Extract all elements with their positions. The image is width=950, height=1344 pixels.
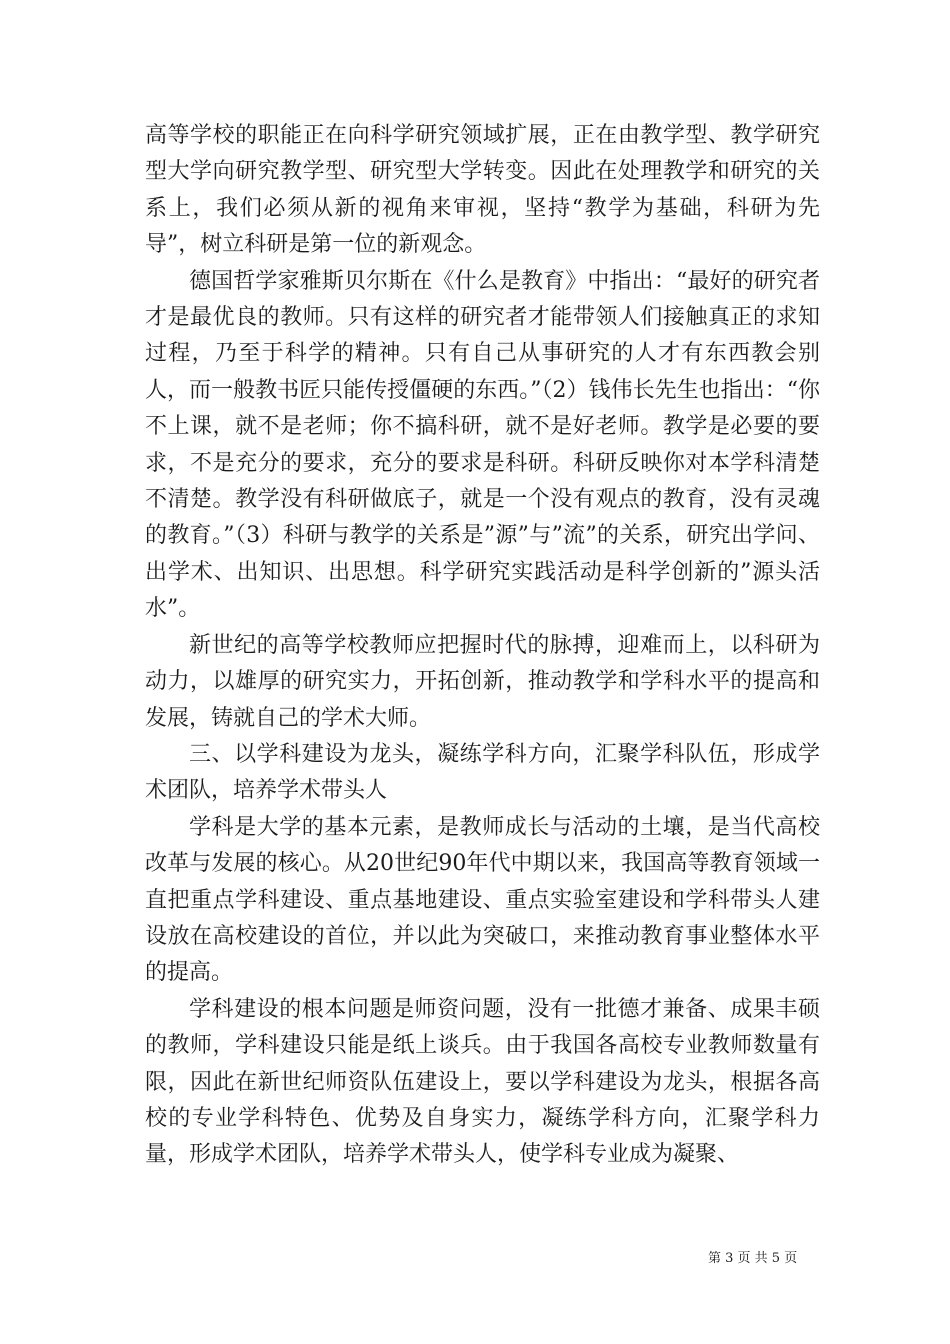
paragraph-jaspers-quote: 德国哲学家雅斯贝尔斯在《什么是教育》中指出：“最好的研究者才是最优良的教师。只有这样的研究者才能带领人们接触真正的求知过程，乃至于科学的精神。只有自己从事研究的人才有东西教会别人，而一般教书匠只能传授僵硬的东西。”（2）钱伟长先生也指出：“你不上课，就不是老师；你不搞科研，就不是好老师。教学是必要的要求，不是充分的要求，充分的要求是科研。科研反映你对本学科清楚不清楚。教学没有科研做底子，就是一个没有观点的教育，没有灵魂的教育。”（3）科研与教学的关系是”源”与”流”的关系，研究出学问、出学术、出知识、出思想。科学研究实践活动是科学创新的”源头活水”。 [145,268,820,622]
section-heading-three: 三、以学科建设为龙头，凝练学科方向，汇聚学科队伍，形成学术团队，培养学术带头人 [145,741,820,804]
paragraph-discipline-basics: 学科是大学的基本元素，是教师成长与活动的土壤，是当代高校改革与发展的核心。从20世纪90年代中期以来，我国高等教育领域一直把重点学科建设、重点基地建设、重点实验室建设和学科带头人建设放在高校建设的首位，并以此为突破口，来推动教育事业整体水平的提高。 [145,814,820,986]
paragraph-discipline-faculty: 学科建设的根本问题是师资问题，没有一批德才兼备、成果丰硕的教师，学科建设只能是纸上谈兵。由于我国各高校专业教师数量有限，因此在新世纪师资队伍建设上，要以学科建设为龙头，根据各高校的专业学科特色、优势及自身实力，凝练学科方向，汇聚学科力量，形成学术团队，培养学术带头人，使学科专业成为凝聚、 [145,996,820,1168]
page-number-footer: 第 3 页 共 5 页 [708,1251,798,1266]
paragraph-new-century-teachers: 新世纪的高等学校教师应把握时代的脉搏，迎难而上，以科研为动力，以雄厚的研究实力，开拓创新，推动教学和学科水平的提高和发展，铸就自己的学术大师。 [145,632,820,731]
paragraph-continuation: 高等学校的职能正在向科学研究领域扩展，正在由教学型、教学研究型大学向研究教学型、研究型大学转变。因此在处理教学和研究的关系上，我们必须从新的视角来审视，坚持“教学为基础，科研为先导”，树立科研是第一位的新观念。 [145,123,820,258]
document-body [145,118,820,1174]
